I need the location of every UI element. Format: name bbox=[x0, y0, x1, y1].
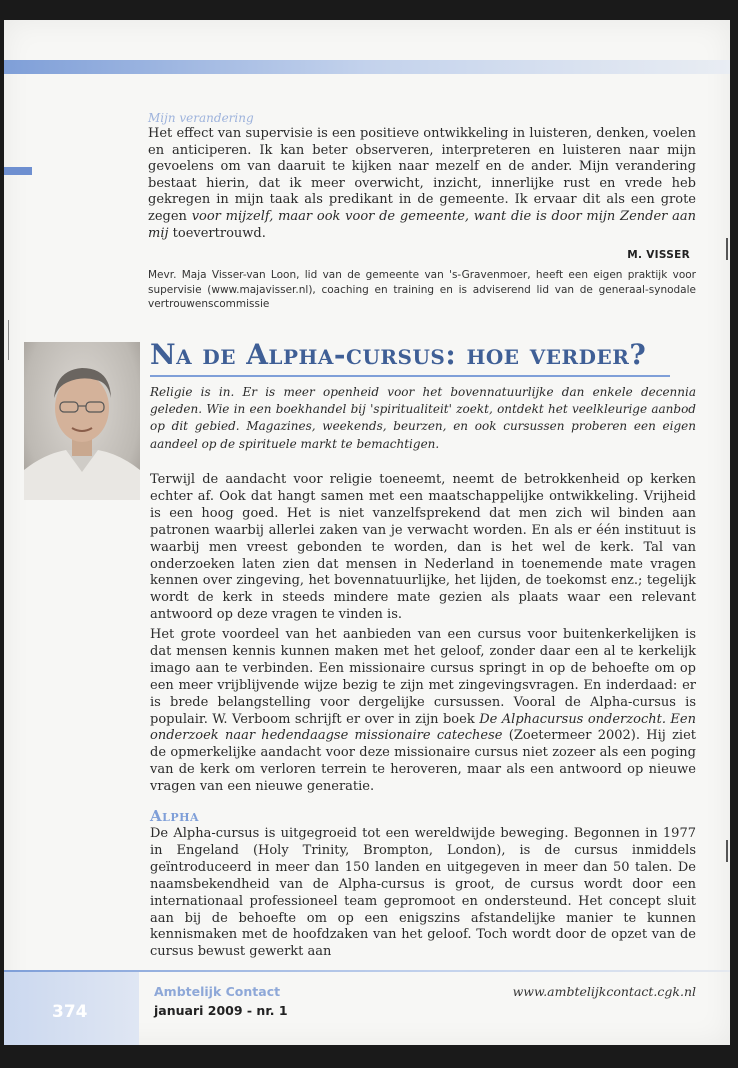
article-body-1 bbox=[150, 472, 696, 624]
top-color-band bbox=[4, 60, 730, 74]
section-label: Mijn verandering bbox=[148, 111, 254, 125]
page-number: 374 bbox=[52, 1002, 88, 1022]
body-paragraph: De Alpha-cursus is uitgegroeid tot een wereldwijde beweging. Begonnen in 1977 in Engeland (Holy Trinity, Brompton, London), is de cursus inmiddels geïntroduceerd in meer dan 150 landen en uitgegeven in meer dan 50 talen. De naamsbekendheid van de Alpha-cursus is groot, de cursus wordt door een internationaal professioneel team gepromoot en ondersteund. Het concept sluit aan bij de behoefte om op een enigszins afstandelijke manier te kunnen kennismaken met de hoofdzaken van het geloof. Toch wordt door de opzet van de cursus bewust gewerkt aan bbox=[150, 826, 696, 960]
portrait-illustration bbox=[24, 342, 140, 500]
issue-info: januari 2009 - nr. 1 bbox=[154, 1003, 288, 1018]
title-underline bbox=[150, 375, 670, 377]
article-body-3 bbox=[150, 826, 696, 961]
author-name: M. VISSER bbox=[627, 249, 690, 261]
page bbox=[4, 20, 730, 1045]
subheading-alpha: Alpha bbox=[150, 807, 200, 825]
book-title: De Alphacursus onderzocht. Een onderzoek naar hedendaagse missionaire catechese bbox=[150, 711, 696, 744]
website-url[interactable]: www.ambtelijkcontact.cgk.nl bbox=[512, 984, 696, 999]
edge-mark bbox=[726, 238, 728, 260]
magazine-name: Ambtelijk Contact bbox=[154, 984, 281, 999]
author-bio: Mevr. Maja Visser-van Loon, lid van de gemeente van 's-Gravenmoer, heeft een eigen praktijk voor supervisie (www.majavisser.nl), coaching en training en is adviserend lid van de generaal-synodale vertrouwenscommissie bbox=[148, 269, 696, 310]
body-paragraph: Terwijl de aandacht voor religie toeneemt, neemt de betrokkenheid op kerken echter af. Ook dat hangt samen met een maatschappelijke ontwikkeling. Vrijheid is een hoog goed. Het is niet vanzelfsprekend dat men zich wil binden aan patronen waarbij allerlei zaken van je verwacht worden. En als er één instituut is waarbij men vreest gebonden te worden, dan is het wel de kerk. Tal van onderzoeken laten zien dat mensen in Nederland in toenemende mate vragen kennen over zingeving, het bovennatuurlijke, het lijden, de toekomst enz.; tegelijk wordt de kerk in steeds mindere mate gezien als plaats waar een relevant antwoord op deze vragen te vinden is. bbox=[150, 472, 696, 623]
author-portrait bbox=[24, 342, 140, 500]
edge-mark bbox=[726, 840, 728, 862]
section-paragraph: Het effect van supervisie is een positieve ontwikkeling in luisteren, denken, voelen en anticiperen. Ik kan beter observeren, interpreteren en luisteren naar mijn gevoelens om van daaruit te kijken naar mezelf en de ander. Mijn verandering bestaat hierin, dat ik meer overwicht, inzicht, innerlijke rust en vrede heb gekregen in mijn taak als predikant in de gemeente. Ik ervaar dit als een grote zegen voor mijzelf, maar ook voor de gemeente, want die is door mijn Zender aan mij toevertrouwd. bbox=[148, 126, 697, 241]
left-margin-marker bbox=[4, 167, 32, 175]
article-body-2 bbox=[150, 627, 696, 796]
body-paragraph: Het grote voordeel van het aanbieden van een cursus voor buitenkerkelijken is dat mensen kennis kunnen maken met het geloof, zonder daar een al te kerkelijk imago aan te verbinden. Een missionaire cursus springt in op de behoefte om op een meer vrijblijvende wijze bezig te zijn met zingevingsvragen. En inderdaad: er is brede belangstelling voor dergelijke cursussen. Vooral de Alpha-cursus is populair. W. Verboom schrijft er over in zijn boek De Alphacursus onderzocht. Een onderzoek naar hedendaagse missionaire catechese (Zoetermeer 2002). Hij ziet de opmerkelijke aandacht voor deze missionaire cursus niet zozeer als een poging van de kerk om verloren terrein te heroveren, maar als een antwoord op nieuwe vragen van een nieuwe generatie. bbox=[150, 627, 696, 795]
article-intro: Religie is in. Er is meer openheid voor het bovennatuurlijke dan enkele decennia geleden. Wie in een boekhandel bij 'spiritualiteit' zoekt, ontdekt het veelkleurige aanbod op dit gebied. Magazines, weekends, beurzen, en ook cursussen proberen een eigen aandeel op de spirituele markt te bemachtigen. bbox=[150, 385, 696, 451]
article-title: Na de Alpha-cursus: hoe verder? bbox=[150, 338, 647, 371]
left-margin-line bbox=[8, 320, 9, 360]
